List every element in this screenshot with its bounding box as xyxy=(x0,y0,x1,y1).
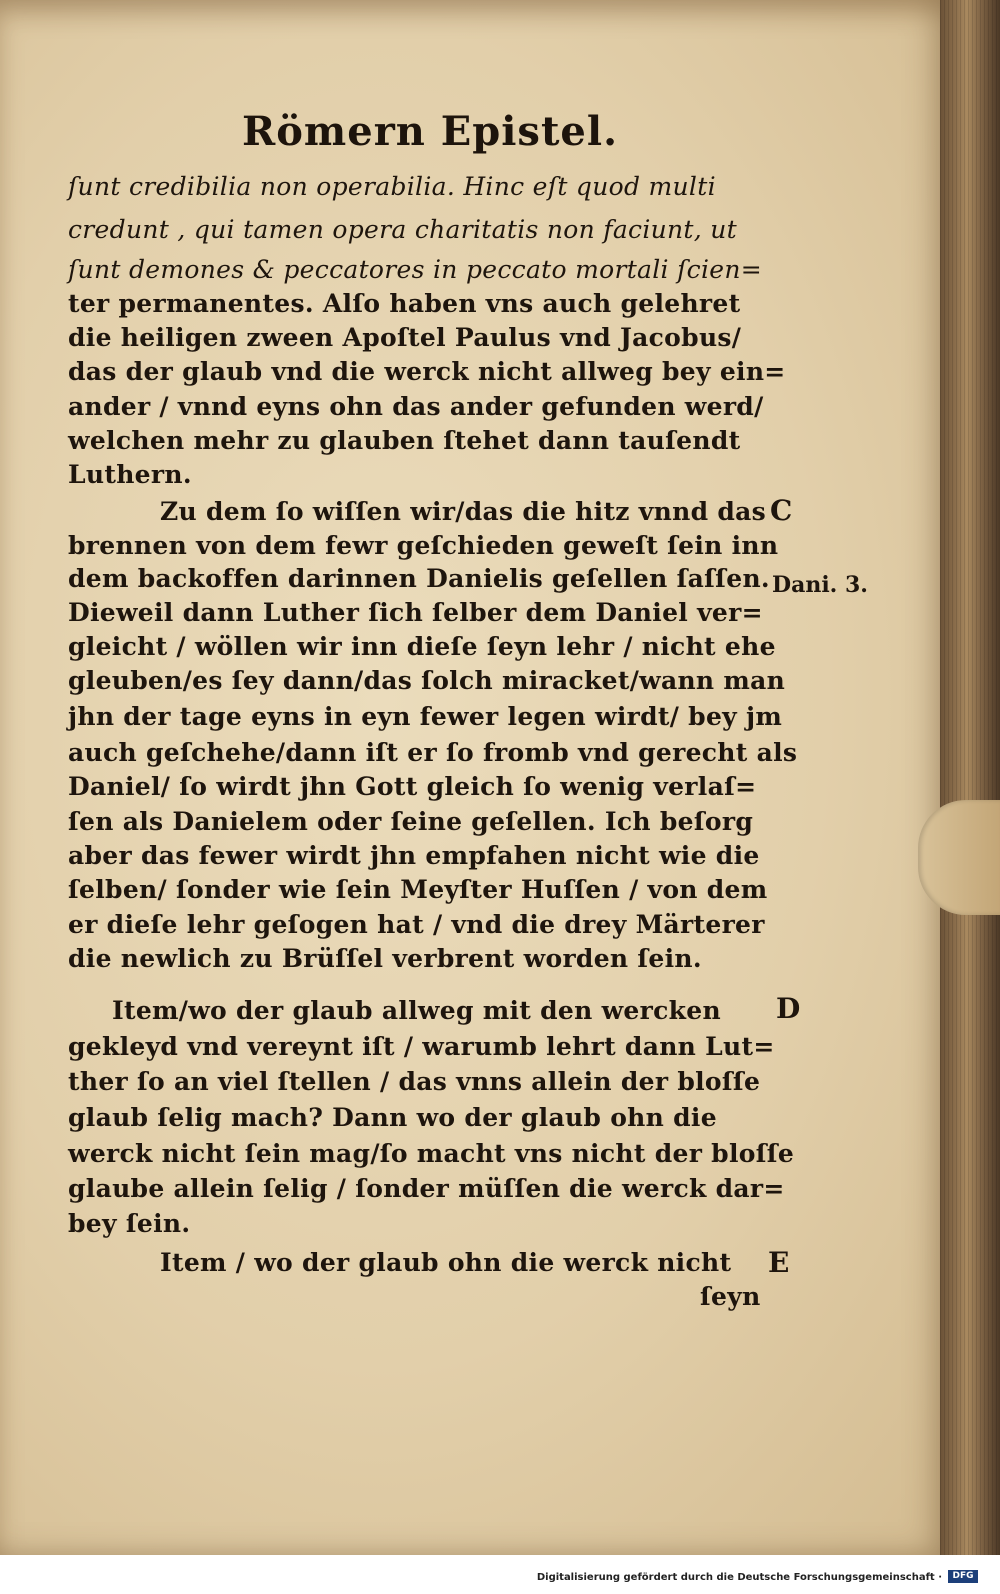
marginal-letter-d: D xyxy=(776,992,801,1025)
text-line: werck nicht ſein mag/ſo macht vns nicht der bloſſe xyxy=(68,1139,795,1168)
text-line: die newlich zu Brüſſel verbrent worden ſein. xyxy=(68,944,702,973)
text-line: aber das fewer wirdt jhn empfahen nicht wie die xyxy=(68,841,760,870)
marginal-letter-e: E xyxy=(768,1246,790,1279)
text-line: dem backoffen darinnen Danielis geſellen ſaſſen. xyxy=(68,564,770,593)
running-title: Römern Epistel. xyxy=(242,108,618,155)
text-line: ſunt credibilia non operabilia. Hinc eſt quod multi xyxy=(68,172,716,201)
text-line: Item/wo der glaub allweg mit den wercken xyxy=(112,996,721,1025)
text-line: bey ſein. xyxy=(68,1209,191,1238)
text-line: ſelben/ ſonder wie ſein Meyſter Huſſen / von dem xyxy=(68,875,768,904)
text-line: gekleyd vnd vereynt iſt / warumb lehrt dann Lut= xyxy=(68,1032,775,1061)
text-line: welchen mehr zu glauben ſtehet dann tauſendt xyxy=(68,426,741,455)
text-line: das der glaub vnd die werck nicht allweg bey ein= xyxy=(68,357,786,386)
text-line: ther ſo an viel ſtellen / das vnns allein der bloſſe xyxy=(68,1067,761,1096)
text-line: die heiligen zween Apoſtel Paulus vnd Jacobus/ xyxy=(68,323,742,352)
text-line: Item / wo der glaub ohn die werck nicht xyxy=(160,1248,732,1277)
text-line: gleuben/es ſey dann/das ſolch miracket/wann man xyxy=(68,666,786,695)
catchword: ſeyn xyxy=(700,1282,761,1311)
text-line: jhn der tage eyns in eyn fewer legen wirdt/ bey jm xyxy=(68,702,783,731)
text-line: ander / vnnd eyns ohn das ander gefunden werd/ xyxy=(68,392,764,421)
text-line: ſen als Danielem oder ſeine geſellen. Ich beſorg xyxy=(68,807,754,836)
text-line: brennen von dem fewr geſchieden geweſt ſein inn xyxy=(68,531,779,560)
page-clasp-tab xyxy=(918,800,1000,915)
text-line: Zu dem ſo wiſſen wir/das die hitz vnnd das xyxy=(160,497,767,526)
dfg-logo: DFG xyxy=(948,1570,978,1583)
marginal-reference: Dani. 3. xyxy=(772,572,868,598)
text-line: ſunt demones & peccatores in peccato mortali ſcien= xyxy=(68,255,762,284)
text-line: auch geſchehe/dann iſt er ſo fromb vnd gerecht als xyxy=(68,738,798,767)
text-line: Dieweil dann Luther ſich ſelber dem Daniel ver= xyxy=(68,598,763,627)
marginal-letter-c: C xyxy=(770,494,793,527)
text-line: gleicht / wöllen wir inn dieſe ſeyn lehr / nicht ehe xyxy=(68,632,776,661)
text-line: er dieſe lehr geſogen hat / vnd die drey Märterer xyxy=(68,910,765,939)
text-line: Daniel/ ſo wirdt jhn Gott gleich ſo wenig verlaſ= xyxy=(68,772,757,801)
book-fore-edge xyxy=(940,0,1000,1555)
text-line: ter permanentes. Alſo haben vns auch gelehret xyxy=(68,289,741,318)
footer-bar xyxy=(0,1555,1000,1594)
text-line: glaub ſelig mach? Dann wo der glaub ohn die xyxy=(68,1103,717,1132)
text-line: Luthern. xyxy=(68,460,192,489)
text-line: credunt , qui tamen opera charitatis non faciunt, ut xyxy=(68,215,738,244)
footer-credit: Digitalisierung gefördert durch die Deutsche Forschungsgemeinschaft · xyxy=(536,1572,942,1583)
text-line: glaube allein ſelig / ſonder müſſen die werck dar= xyxy=(68,1174,785,1203)
